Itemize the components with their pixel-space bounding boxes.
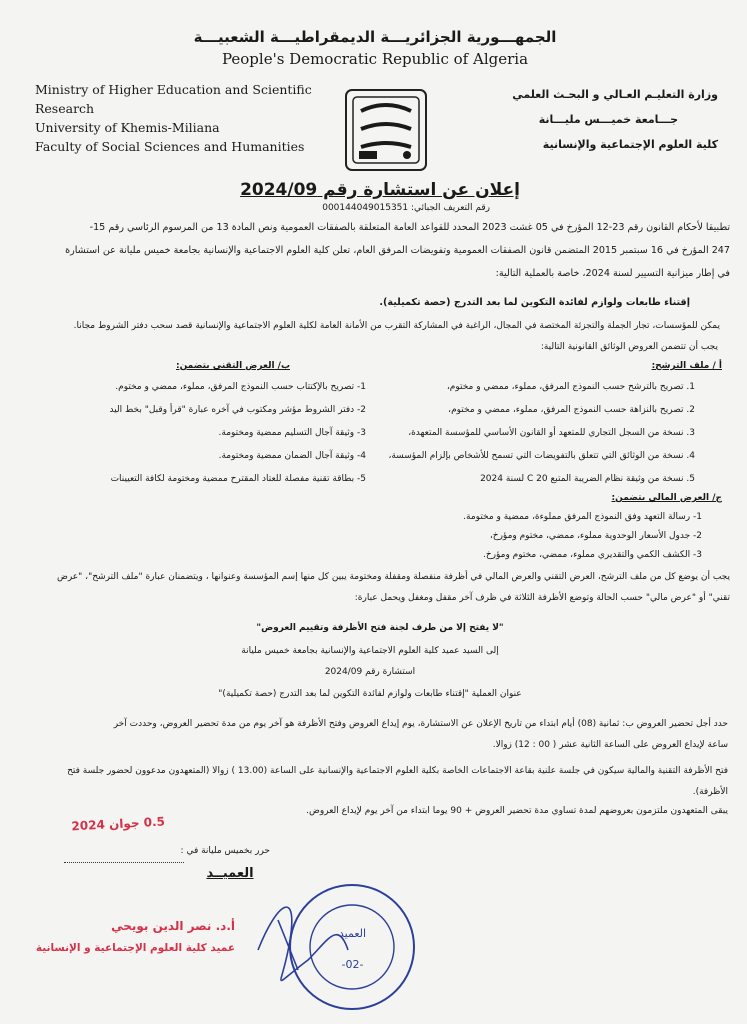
seal-label: العميد [338, 927, 367, 940]
dean-label: العميــد [206, 866, 254, 881]
faculty-ar: كلية العلوم الإجتماعية والإنسانية [542, 138, 718, 151]
list-item: 2- دفتر الشروط مؤشر ومكتوب في آخره عبارة "قرأ وقبل" بخط اليد [109, 405, 366, 415]
opening-line-1: فتح الأظرفة التقنية والمالية سيكون في جلسة علنية بقاعة الاجتماعات الخاصة بكلية العلوم الاجتماعية والإنسانية على الساعة (13.00 ) زوالا (المتعهدون مدعوون لحضور جلسة فتح [67, 766, 728, 776]
ministry-en-line2: Research [35, 101, 95, 116]
deadline-paragraph-1 [14, 716, 728, 754]
envelopes-line-2: تقني" أو "عرض مالي" حسب الحالة وتوضع الأظرفة الثلاثة في ظرف آخر مقفل ومغفل ويحمل عبارة: [354, 592, 730, 603]
list-item: 4. نسخة من الوثائق التي تتعلق بالتفويضات التي تسمح للأشخاص بإلزام المؤسسة، [388, 451, 695, 461]
announcement-title: إعلان عن استشارة رقم 2024/09 [240, 180, 520, 200]
ministry-ar: وزارة التعليـم العـالي و البحـث العلمي [512, 88, 718, 101]
tax-id: رقم التعريف الجبائي: 000144049015351 [322, 203, 490, 213]
university-logo [345, 89, 427, 171]
list-item: 3- وثيقة آجال التسليم ممضية ومختومة. [218, 428, 366, 438]
list-item: 1- تصريح بالإكتتاب حسب النموذج المرفق، مملوء، ممضي و مختوم. [115, 382, 366, 392]
envelopes-line-1: يجب أن يوضع كل من ملف الترشح، العرض التقني والعرض المالي في أظرفة منفصلة ومقفلة ومختومة يبين كل منها إسم المؤسسة وعنوانها ، ويتضمنان عبارة "ملف الترشح"، "عرض [56, 572, 730, 582]
list-item: 3. نسخة من السجل التجاري للمتعهد أو القانون الأساسي للمؤسسة المتعهدة، [408, 428, 695, 438]
faculty-en: Faculty of Social Sciences and Humanities [35, 139, 305, 154]
envelopes-paragraph [20, 569, 730, 607]
list-item: 3- الكشف الكمي والتقديري مملوء، ممضي، مختوم ومؤرخ. [482, 550, 702, 560]
university-ar: جـــامعة خميـــس مليـــانة [538, 113, 678, 126]
date-dotted-line [64, 862, 184, 863]
intro-paragraph [22, 219, 730, 283]
ministry-en-block [35, 80, 335, 156]
envelope-quote-4: عنوان العملية "إقتناء طابعات ولوازم لفائدة التكوين لما بعد التدرج (حصة تكميلية)" [218, 689, 522, 699]
ministry-ar-block [440, 82, 718, 157]
official-seal [285, 880, 420, 1015]
republic-en: People's Democratic Republic of Algeria [221, 50, 529, 68]
date-stamp: 0.5 جوان 2024 [71, 814, 166, 834]
envelope-quote-3: استشارة رقم 2024/09 [324, 667, 416, 677]
list-item: 1- رسالة التعهد وفق النموذج المرفق مملوءة، ممضية و مختومة. [463, 512, 702, 522]
list-item: 5. نسخة من وثيقة نظام الضريبة المتبع C 20 لسنة 2024 [480, 474, 695, 484]
intro-line-2: 247 المؤرخ في 16 سبتمبر 2015 المتضمن قانون الصفقات العمومية وتفويضات المرفق العام، تعلن كلية العلوم الاجتماعية والإنسانية بجامعة خميس مليانة عن استشارة [65, 245, 730, 256]
deadline-line-1: حدد أجل تحضير العروض ب: ثمانية (08) أيام ابتداء من تاريخ الإعلان عن الاستشارة، يوم إيداع العروض وفتح الأظرفة هو آخر يوم من مدة تحضير العروض، وحددت آخر [113, 719, 728, 729]
invite-text: يمكن للمؤسسات، تجار الجملة والتجزئة المختصة في المجال، الراغبة في المشاركة التقرب من الأمانة العامة لكلية العلوم الاجتماعية والإنسانية قصد سحب دفتر الشروط مجانا. [73, 321, 720, 331]
intro-line-1: تطبيقا لأحكام القانون رقم 23-12 المؤرخ في 05 غشت 2023 المحدد للقواعد العامة المتعلقة بالصفقات العمومية ونص المادة 13 من المرسوم الرئاسي رقم 15- [89, 222, 730, 233]
dean-name: أ.د. نصر الدين بويحي [111, 919, 235, 933]
list-item: 5- بطاقة تقنية مفصلة للعتاد المقترح ممضية ومختومة لكافة التعيينات [110, 474, 366, 484]
dean-title: عميد كلية العلوم الإجتماعية و الإنسانية [35, 942, 235, 954]
list-item: 4- وثيقة آجال الضمان ممضية ومختومة. [218, 451, 366, 461]
university-en: University of Khemis-Miliana [35, 120, 220, 135]
list-item: 1. تصريح بالترشح حسب النموذج المرفق، مملوء، ممضي و مختوم، [446, 382, 695, 392]
deadline-line-2: ساعة لإيداع العروض على الساعة الثانية عشر ( 00 : 12) زوالا. [492, 739, 728, 750]
must-include-text: يجب أن تتضمن العروض الوثائق القانونية التالية: [540, 342, 718, 352]
technical-list [14, 379, 366, 494]
deadline-paragraph-2 [14, 763, 728, 801]
candidacy-heading: أ / ملف الترشح: [651, 361, 722, 371]
list-item: 2. تصريح بالنزاهة حسب النموذج المرفق، مملوء، ممضي و مختوم، [448, 405, 695, 415]
made-at: حرر بخميس مليانة في : [180, 846, 270, 856]
financial-list [360, 509, 702, 566]
financial-heading: ج/ العرض المالي يتضمن: [611, 493, 722, 503]
ministry-en-line1: Ministry of Higher Education and Scientific [35, 82, 312, 97]
operation-title: إقتناء طابعات ولوازم لفائدة التكوين لما بعد التدرج (حصة تكميلية). [379, 297, 690, 308]
intro-line-3: في إطار ميزانية التسيير لسنة 2024، خاصة بالعملية التالية: [495, 268, 730, 279]
seal-number: -02- [341, 958, 364, 971]
republic-ar: الجمهـــورية الجزائريـــة الديمقراطيـــة الشعبيـــة [193, 28, 557, 46]
list-item: 2- جدول الأسعار الوحدوية مملوء، ممضي، مختوم ومؤرخ، [489, 531, 702, 541]
validity-paragraph: يبقى المتعهدون ملتزمون بعروضهم لمدة تساوي مدة تحضير العروض + 90 يوما ابتداء من آخر يوم لإيداع العروض. [306, 806, 728, 816]
opening-line-2: الأظرفة). [692, 786, 728, 797]
technical-heading: ب/ العرض التقني يتضمن: [175, 361, 290, 371]
envelope-quote-2: إلى السيد عميد كلية العلوم الاجتماعية والإنسانية بجامعة خميس مليانة [241, 646, 499, 656]
envelope-quote-1: "لا يفتح إلا من طرف لجنة فتح الأظرفة وتقييم العروض" [256, 623, 504, 633]
